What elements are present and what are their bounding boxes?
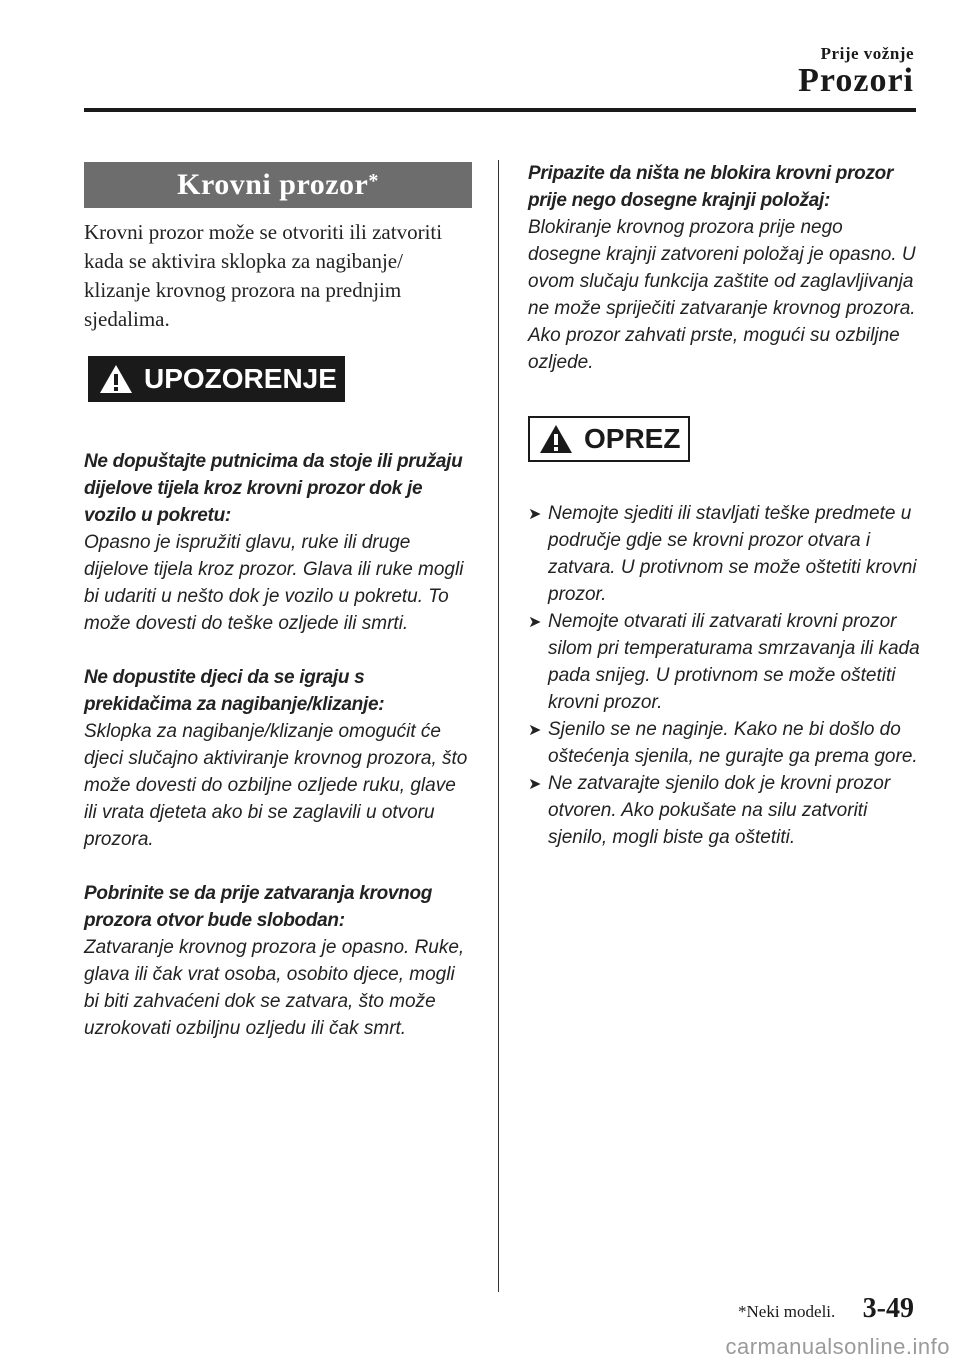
warning-item: [84, 664, 472, 853]
bullet-arrow-icon: ➤: [528, 722, 542, 739]
caution-item: ➤ Nemojte otvarati ili zatvarati krovni prozor silom pri temperaturama smrzavanja ili kada pada snijeg. U protivnom se može oštetiti krovni prozor.: [528, 611, 920, 713]
caution-item: ➤ Nemojte sjediti ili stavljati teške predmete u područje gdje se krovni prozor otvara i zatvara. U protivnom se može oštetiti krovni prozor.: [528, 503, 917, 605]
caution-triangle-icon: [538, 423, 574, 455]
chapter-title: Prije vožnje: [820, 44, 914, 63]
header-rule: [84, 108, 916, 112]
warning-item: [84, 880, 472, 1042]
bullet-arrow-icon: ➤: [528, 506, 542, 523]
bullet-arrow-icon: ➤: [528, 776, 542, 793]
warning-list: [84, 448, 472, 1042]
warning-item-heading: Pripazite da ništa ne blokira krovni prozor prije nego dosegne krajnji položaj:: [528, 163, 894, 211]
bullet-arrow-icon: ➤: [528, 614, 542, 631]
footnote: *Neki modeli.: [738, 1302, 836, 1321]
caution-badge-wrap: [528, 416, 920, 462]
watermark: carmanualsonline.info: [725, 1334, 950, 1359]
caution-list: [528, 500, 920, 851]
caution-item: ➤ Sjenilo se ne naginje. Kako ne bi došlo do oštećenja sjenila, ne gurajte ga prema gore.: [528, 719, 918, 767]
caution-badge: [528, 416, 690, 462]
left-column: [84, 162, 472, 1042]
warning-item-text: Opasno je ispružiti glavu, ruke ili druge dijelove tijela kroz prozor. Glava ili ruke mogli bi udariti u nešto dok je vozilo u pokretu. To može dovesti do teške ozljede ili smrti.: [84, 532, 464, 634]
section-title: Krovni prozor: [177, 168, 369, 201]
optional-marker: *: [368, 169, 379, 192]
warning-item-text: Sklopka za nagibanje/klizanje omogućit će djeci slučajno aktiviranje krovnog prozora, što može dovesti do ozbiljne ozljede ruku, glave ili vrata djeteta ako bi se zaglavili u otvoru prozora.: [84, 721, 468, 850]
section-title-bar: [84, 162, 472, 208]
warning-item-text: Zatvaranje krovnog prozora je opasno. Ruke, glava ili čak vrat osoba, osobito djece, mogli bi biti zahvaćeni dok se zatvara, što može uzrokovati ozbiljnu ozljedu ili čak smrt.: [84, 937, 465, 1039]
warning-item-heading: Ne dopuštajte putnicima da stoje ili pružaju dijelove tijela kroz krovni prozor dok je vozilo u pokretu:: [84, 451, 463, 526]
caution-item: ➤ Ne zatvarajte sjenilo dok je krovni prozor otvoren. Ako pokušate na silu zatvoriti sjenilo, mogli biste ga oštetiti.: [528, 773, 891, 848]
caution-label: OPREZ: [584, 423, 681, 454]
section-heading: Prozori: [798, 62, 914, 99]
page-number: 3-49: [862, 1293, 914, 1324]
warning-item-heading: Pobrinite se da prije zatvaranja krovnog prozora otvor bude slobodan:: [84, 883, 433, 931]
warning-item: [84, 448, 472, 637]
column-divider: [498, 160, 499, 1292]
warning-triangle-icon: [98, 363, 134, 395]
warning-item-text: Blokiranje krovnog prozora prije nego dosegne krajnji zatvoreni položaj je opasno. U ovom slučaju funkcija zaštite od zaglavljivanja ne može spriječiti zatvaranje krovnog prozora. Ako prozor zahvati prste, mogući su ozbiljne ozljede.: [528, 217, 916, 373]
warning-badge-wrap: [84, 356, 472, 402]
warning-item: [528, 160, 920, 376]
warning-item-heading: Ne dopustite djeci da se igraju s prekidačima za nagibanje/klizanje:: [84, 667, 385, 715]
intro-paragraph: Krovni prozor može se otvoriti ili zatvoriti kada se aktivira sklopka za nagibanje/ klizanje krovnog prozora na prednjim sjedalima.: [84, 220, 443, 331]
warning-label: UPOZORENJE: [144, 363, 337, 394]
right-column: [528, 160, 920, 867]
warning-badge: [88, 356, 345, 402]
